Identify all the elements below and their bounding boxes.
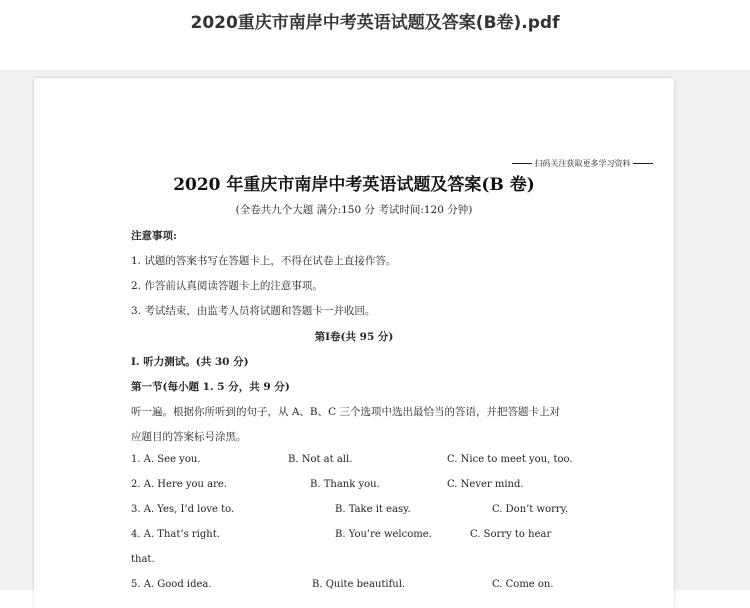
dash-left: [512, 163, 532, 164]
instruction-line: 听一遍。根据你所听到的句子，从 A、B、C 三个选项中选出最恰当的答语，并把答题卡上对: [131, 406, 561, 418]
notice-item: 1. 试题的答案书写在答题卡上，不得在试卷上直接作答。: [131, 255, 397, 267]
question-1-option-b: B. Not at all.: [288, 454, 353, 465]
promo-banner: [512, 158, 653, 169]
file-title: 2020重庆市南岸中考英语试题及答案(B卷).pdf: [190, 13, 560, 33]
paper-title: 2020 年重庆市南岸中考英语试题及答案(B 卷): [173, 175, 535, 195]
question-3-option-c: C. Don’t worry.: [492, 504, 569, 515]
part-heading: I. 听力测试。(共 30 分): [131, 356, 249, 368]
question-5-option-a: 5. A. Good idea.: [131, 579, 212, 590]
pdf-viewer-area[interactable]: [0, 70, 750, 590]
instruction-line: 应题目的答案标号涂黑。: [131, 431, 247, 443]
question-3-option-a: 3. A. Yes, I’d love to.: [131, 504, 235, 515]
question-2-option-a: 2. A. Here you are.: [131, 479, 227, 490]
question-4-continuation: that.: [131, 554, 155, 565]
question-4-option-a: 4. A. That’s right.: [131, 529, 220, 540]
question-2-option-c: C. Never mind.: [447, 479, 524, 490]
question-1-option-a: 1. A. See you.: [131, 454, 201, 465]
question-5-option-c: C. Come on.: [492, 579, 554, 590]
notice-heading: 注意事项:: [131, 230, 177, 242]
section-heading: 第一节(每小题 1. 5 分，共 9 分): [131, 381, 290, 393]
notice-item: 3. 考试结束，由监考人员将试题和答题卡一并收回。: [131, 305, 376, 317]
promo-text: 扫码关注获取更多学习资料: [534, 159, 631, 168]
question-3-option-b: B. Take it easy.: [335, 504, 411, 515]
question-4-option-b: B. You’re welcome.: [335, 529, 432, 540]
question-2-option-b: B. Thank you.: [310, 479, 380, 490]
volume-heading: 第Ⅰ卷(共 95 分): [314, 331, 394, 343]
notice-item: 2. 作答前认真阅读答题卡上的注意事项。: [131, 280, 323, 292]
viewer-header: [0, 0, 750, 70]
dash-right: [633, 163, 653, 164]
question-1-option-c: C. Nice to meet you, too.: [447, 454, 573, 465]
question-5-option-b: B. Quite beautiful.: [312, 579, 406, 590]
paper-subtitle: (全卷共九个大题 满分:150 分 考试时间:120 分钟): [235, 204, 473, 216]
pdf-page: [34, 78, 674, 608]
question-4-option-c: C. Sorry to hear: [470, 529, 552, 540]
